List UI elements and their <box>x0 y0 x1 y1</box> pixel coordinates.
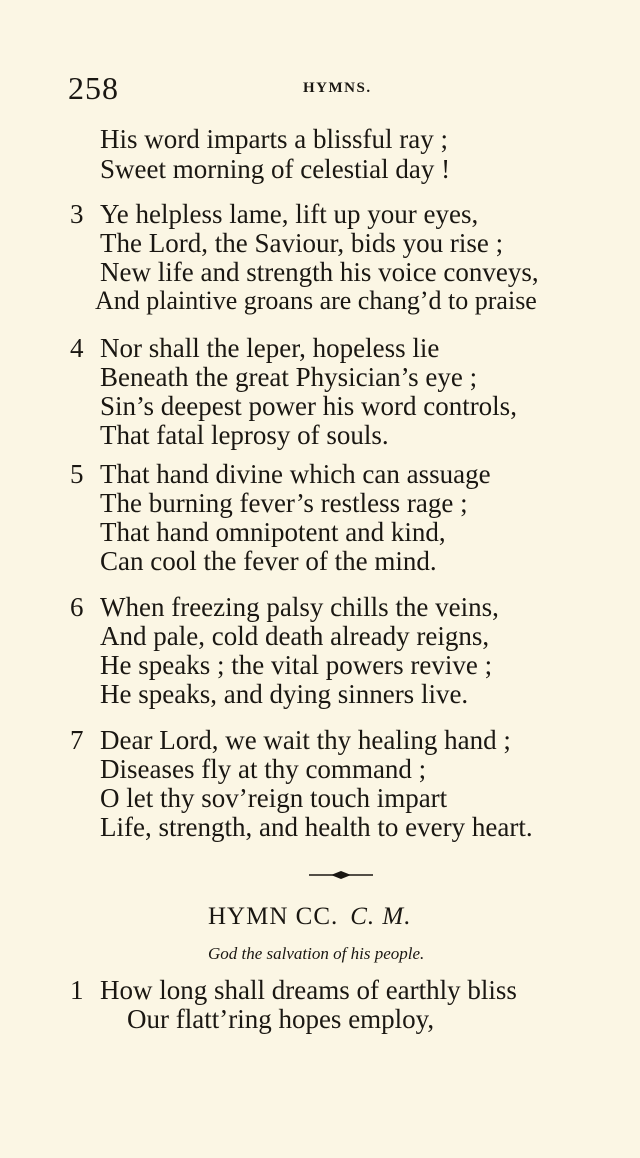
stanza-number: 3 <box>70 199 84 229</box>
stanza-number: 1 <box>70 975 84 1005</box>
verse-line: How long shall dreams of earthly bliss <box>100 975 517 1005</box>
verse-line: That hand divine which can assuage <box>100 459 491 489</box>
verse-line: Sweet morning of celestial day ! <box>100 154 451 184</box>
page-number: 258 <box>68 70 119 106</box>
stanza-number: 5 <box>70 459 84 489</box>
verse-line: His word imparts a blissful ray ; <box>100 124 448 154</box>
verse-line: Dear Lord, we wait thy healing hand ; <box>100 725 511 755</box>
verse-line: He speaks ; the vital powers revive ; <box>100 650 493 680</box>
verse-line: The burning fever’s restless rage ; <box>100 488 468 518</box>
divider-ornament <box>309 868 373 882</box>
verse-line: He speaks, and dying sinners live. <box>100 679 469 709</box>
verse-line: The Lord, the Saviour, bids you rise ; <box>100 228 504 258</box>
hymn-subtitle: God the salvation of his people. <box>208 944 425 963</box>
verse-line: And plaintive groans are chang’d to praise <box>95 286 537 315</box>
verse-line: Nor shall the leper, hopeless lie <box>100 333 440 363</box>
hymn-meter: C. M. <box>350 903 412 930</box>
verse-line: New life and strength his voice conveys, <box>100 257 539 287</box>
verse-line: That fatal leprosy of souls. <box>100 420 389 450</box>
verse-line: That hand omnipotent and kind, <box>100 517 446 547</box>
verse-line: Beneath the great Physician’s eye ; <box>100 362 478 392</box>
verse-line: Life, strength, and health to every heart. <box>100 812 533 842</box>
verse-line: When freezing palsy chills the veins, <box>100 592 499 622</box>
page-header <box>68 68 588 108</box>
verse-line: Diseases fly at thy command ; <box>100 754 427 784</box>
verse-line: Ye helpless lame, lift up your eyes, <box>100 199 479 229</box>
verse-line: And pale, cold death already reigns, <box>100 621 490 651</box>
hymn-number: HYMN CC. <box>208 903 339 930</box>
stanza-number: 7 <box>70 725 84 755</box>
verse-line: O let thy sov’reign touch impart <box>100 783 448 813</box>
verse-line: Can cool the fever of the mind. <box>100 546 437 576</box>
running-head: HYMNS. <box>303 80 372 96</box>
verse-line: Our flatt’ring hopes employ, <box>127 1004 435 1034</box>
stanza-number: 4 <box>70 333 84 363</box>
verse-line: Sin’s deepest power his word controls, <box>100 391 517 421</box>
stanza-number: 6 <box>70 592 84 622</box>
hymn-title <box>208 902 412 932</box>
